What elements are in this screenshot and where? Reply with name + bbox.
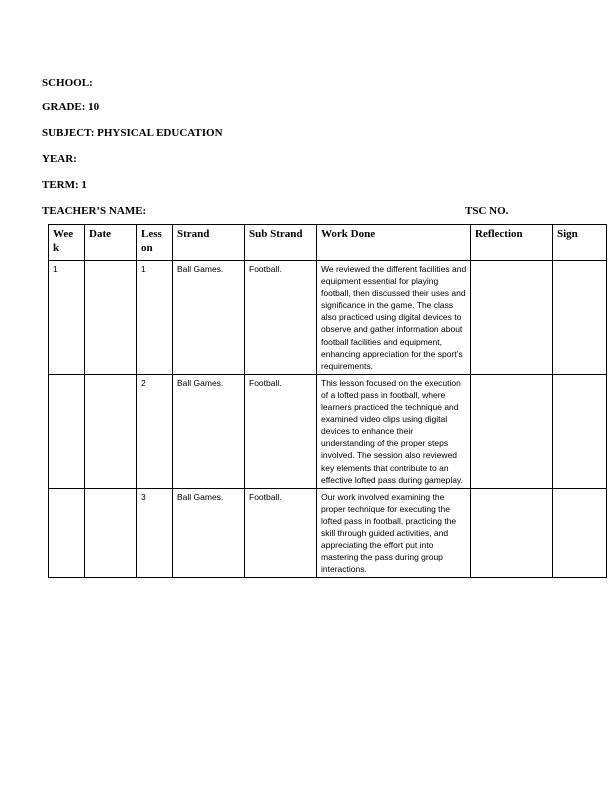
cell-reflection bbox=[471, 488, 553, 578]
cell-week: 1 bbox=[49, 261, 85, 375]
cell-work-done: This lesson focused on the execution of a lofted pass in football, where learners practiced the technique and examined video clips using digital devices to enhance their understanding of the proper steps involved. The session also reviewed key elements that contribute to an effective lofted pass during gameplay. bbox=[317, 374, 471, 488]
year-label: YEAR: bbox=[42, 153, 77, 165]
term-label: TERM: 1 bbox=[42, 179, 87, 191]
cell-lesson: 1 bbox=[137, 261, 173, 375]
cell-date bbox=[85, 374, 137, 488]
cell-work-done: We reviewed the different facilities and equipment essential for playing football, then discussed their uses and significance in the game. The class also practiced using digital devices to observe and gather information about football facilities and equipment, enhancing appreciation for the sport’s requirements. bbox=[317, 261, 471, 375]
cell-work-done: Our work involved examining the proper technique for executing the lofted pass in football, practicing the skill through guided activities, and appreciating the effort put into mastering the pass during group interactions. bbox=[317, 488, 471, 578]
cell-strand: Ball Games. bbox=[173, 488, 245, 578]
tsc-number-label: TSC NO. bbox=[465, 205, 509, 217]
col-header-lesson: Less on bbox=[137, 225, 173, 261]
col-header-sign: Sign bbox=[553, 225, 607, 261]
subject-label: SUBJECT: PHYSICAL EDUCATION bbox=[42, 127, 223, 139]
school-label: SCHOOL: bbox=[42, 77, 93, 89]
cell-sub-strand: Football. bbox=[245, 488, 317, 578]
cell-date bbox=[85, 488, 137, 578]
cell-date bbox=[85, 261, 137, 375]
cell-sub-strand: Football. bbox=[245, 261, 317, 375]
table-row bbox=[49, 374, 607, 488]
col-header-strand: Strand bbox=[173, 225, 245, 261]
cell-sign bbox=[553, 261, 607, 375]
cell-sign bbox=[553, 488, 607, 578]
grade-label: GRADE: 10 bbox=[42, 101, 100, 113]
col-header-sub-strand: Sub Strand bbox=[245, 225, 317, 261]
table-row bbox=[49, 261, 607, 375]
col-header-date: Date bbox=[85, 225, 137, 261]
cell-reflection bbox=[471, 374, 553, 488]
cell-sign bbox=[553, 374, 607, 488]
cell-week bbox=[49, 488, 85, 578]
col-header-week: Wee k bbox=[49, 225, 85, 261]
col-header-work-done: Work Done bbox=[317, 225, 471, 261]
cell-week bbox=[49, 374, 85, 488]
table-header-row bbox=[49, 225, 607, 261]
cell-reflection bbox=[471, 261, 553, 375]
table-row bbox=[49, 488, 607, 578]
cell-lesson: 3 bbox=[137, 488, 173, 578]
cell-sub-strand: Football. bbox=[245, 374, 317, 488]
teacher-name-label: TEACHER’S NAME: bbox=[42, 205, 147, 217]
cell-lesson: 2 bbox=[137, 374, 173, 488]
cell-strand: Ball Games. bbox=[173, 374, 245, 488]
col-header-reflection: Reflection bbox=[471, 225, 553, 261]
cell-strand: Ball Games. bbox=[173, 261, 245, 375]
record-of-work-table bbox=[48, 224, 607, 578]
